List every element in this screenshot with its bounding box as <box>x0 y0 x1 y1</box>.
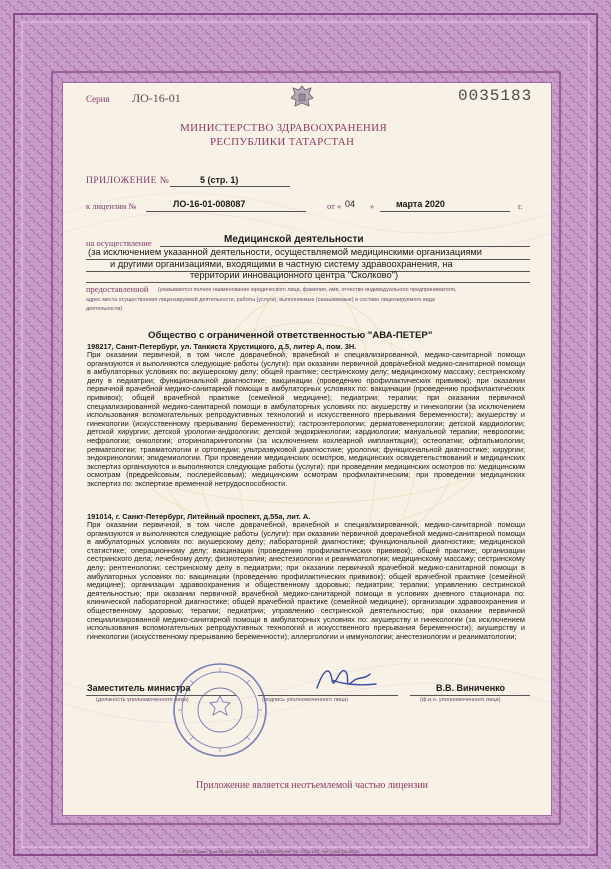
license-ref-label: к лицензии № <box>86 201 137 211</box>
services-list-2: При оказании первичной, в том числе доврачебной, врачебной и специализированной, медико-санитарной помощи организуются и выполняются следующие работы (услуги): при оказании первичной доврачебной медико-санитарной помощи в амбулаторных условиях по: акушерскому делу; лабораторной диагностике; функциональной диагностике; медицинской статистике; операционному делу; вакцинации (проведению профилактических прививок); общей практике; организации сестринского дела; лечебному делу; физиотерапии; анестезиологии и реаниматологии; медицинскому массажу; сестринскому делу; рентгенологии; сестринскому делу в педиатрии; при оказании первичной врачебной медико-санитарной помощи в амбулаторных условиях по: вакцинации (проведению профилактических прививок); общей врачебной практике (семейной медицине); организации здравоохранения и общественному здоровью; педиатрии; терапии; управлению сестринской деятельностью; при оказании первичной врачебной медико-санитарной помощи в условиях дневного стационара по: клинической лабораторной диагностике; общей врачебной практике (семейной медицине); организации здравоохранения и общественному здоровью; терапии; педиатрии; управлению сестринской деятельностью; при оказании первичной специализированной медико-санитарной помощи в амбулаторных условиях по: акушерству и гинекологии (за исключением использования вспомогательных репродуктивных технологий и искусственного прерывания беременности); акушерству и гинекологии (искусственному прерыванию беременности); аллергологии и иммунологии; анестезиологии и реаниматологии; <box>87 521 525 641</box>
signatory-position: Заместитель министра <box>87 683 191 693</box>
activity-underline-4 <box>86 282 530 283</box>
license-number-underline <box>146 211 306 212</box>
provided-note1: (указываются полное наименование юридического лица, фамилия, имя, отчество индивидуального предпринимателя, <box>158 287 457 293</box>
date-from-label: от « <box>327 201 342 211</box>
ministry-name-line2: РЕСПУБЛИКИ ТАТАРСТАН <box>210 136 355 148</box>
coat-of-arms-icon <box>289 84 315 112</box>
official-seal-stamp <box>170 660 270 760</box>
position-caption: (должность уполномоченного лица) <box>96 697 189 703</box>
license-day: 04 <box>345 199 356 209</box>
name-caption: (ф.и.о. уполномоченного лица) <box>420 697 501 703</box>
provided-note2: адрес места осуществления лицензируемой деятельности, работы (услуги), выполняемые (оказываемые) в составе лицензируемого вида <box>86 297 435 303</box>
organization-address-2: 191014, г. Санкт-Петербург, Литейный проспект, д.55а, лит. А. <box>87 512 311 521</box>
date-underline <box>380 211 510 212</box>
signature-caption: (подпись уполномоченного лица) <box>262 697 349 703</box>
name-underline <box>410 695 530 696</box>
position-underline <box>86 695 236 696</box>
activity-label: на осуществление <box>86 238 152 248</box>
organization-name: Общество с ограниченной ответственностью "АВА-ПЕТЕР" <box>148 330 433 341</box>
ministry-name-line1: МИНИСТЕРСТВО ЗДРАВООХРАНЕНИЯ <box>180 122 387 134</box>
provided-note3: деятельности) <box>86 306 123 312</box>
year-suffix: г. <box>518 201 523 211</box>
appendix-integral-note: Приложение является неотъемлемой частью лицензии <box>196 780 428 791</box>
appendix-value: 5 (стр. 1) <box>200 175 239 185</box>
signatory-name: В.В. Виниченко <box>436 683 506 693</box>
series-value: ЛО-16-01 <box>132 91 181 105</box>
license-month-year: марта 2020 <box>396 199 445 209</box>
series-label: Серия <box>86 94 110 104</box>
printer-imprint: © ФГУП "Гознак"; ф-ка ПК 2014 г. «В». Лиц. № 05-05-09/003 ФНС РФ. ТЗ № 1007. Тел.: (495) 234-00-96 <box>178 850 359 854</box>
provided-label: предоставленной <box>86 284 149 294</box>
license-number: ЛО-16-01-008087 <box>173 199 246 209</box>
activity-line3: территории инновационного центра "Сколково") <box>190 270 399 280</box>
activity-line1: (за исключением указанной деятельности, осуществляемой медицинскими организациями <box>88 247 483 257</box>
appendix-label: ПРИЛОЖЕНИЕ № <box>86 176 170 186</box>
appendix-underline <box>170 186 290 187</box>
services-list-1: При оказании первичной, в том числе доврачебной, врачебной и специализированной, медико-санитарной помощи организуются и выполняются следующие работы (услуги): при оказании первичной доврачебной медико-санитарной помощи в амбулаторных условиях по: акушерскому делу; общей практике; сестринскому делу; медицинскому массажу; сестринскому делу в педиатрии; функциональной диагностике; вакцинации (проведению профилактических прививок); при оказании первичной врачебной медико-санитарной помощи в амбулаторных условиях по: вакцинации (проведению профилактических прививок); общей врачебной практике (семейной медицине); педиатрии; терапии; при оказании первичной специализированной медико-санитарной помощи в амбулаторных условиях по: акушерству и гинекологии (за исключением использования вспомогательных репродуктивных технологий и искусственного прерывания беременности); акушерству и гинекологии (искусственному прерыванию беременности); гастроэнтерологии; дерматовенерологии; детской кардиологии; детской хирургии; детской урологии-андрологии; детской эндокринологии; кардиологии; мануальной терапии; неврологии; нефрологии; онкологии; оториноларингологии (за исключением кохлеарной имплантации); остеопатии; офтальмологии; ревматологии; травматологии и ортопедии; ультразвуковой диагностике; урологии; функциональной диагностике; хирургии; эндокринологии; эпидемиологии. При проведении медицинских осмотров, медицинских освидетельствований и медицинских экспертиз организуются и выполняются следующие работы (услуги): при проведении медицинских осмотров по: медицинским осмотрам (предрейсовым, послерейсовым); медицинским осмотрам профилактическим; при проведении медицинских экспертиз по: экспертизе временной нетрудоспособности. <box>87 351 525 488</box>
activity-line2: и другими организациями, входящими в частную систему здравоохранения, на <box>110 259 453 269</box>
activity-title: Медицинской деятельности <box>224 234 364 245</box>
form-serial-number: 0035183 <box>458 87 533 105</box>
organization-address-1: 198217, Санкт-Петербург, ул. Танкиста Хрустицкого, д.5, литер А, пом. 3Н. <box>87 342 357 351</box>
date-close-quote: » <box>370 201 375 211</box>
handwritten-signature <box>312 658 382 698</box>
signature-underline <box>258 695 398 696</box>
